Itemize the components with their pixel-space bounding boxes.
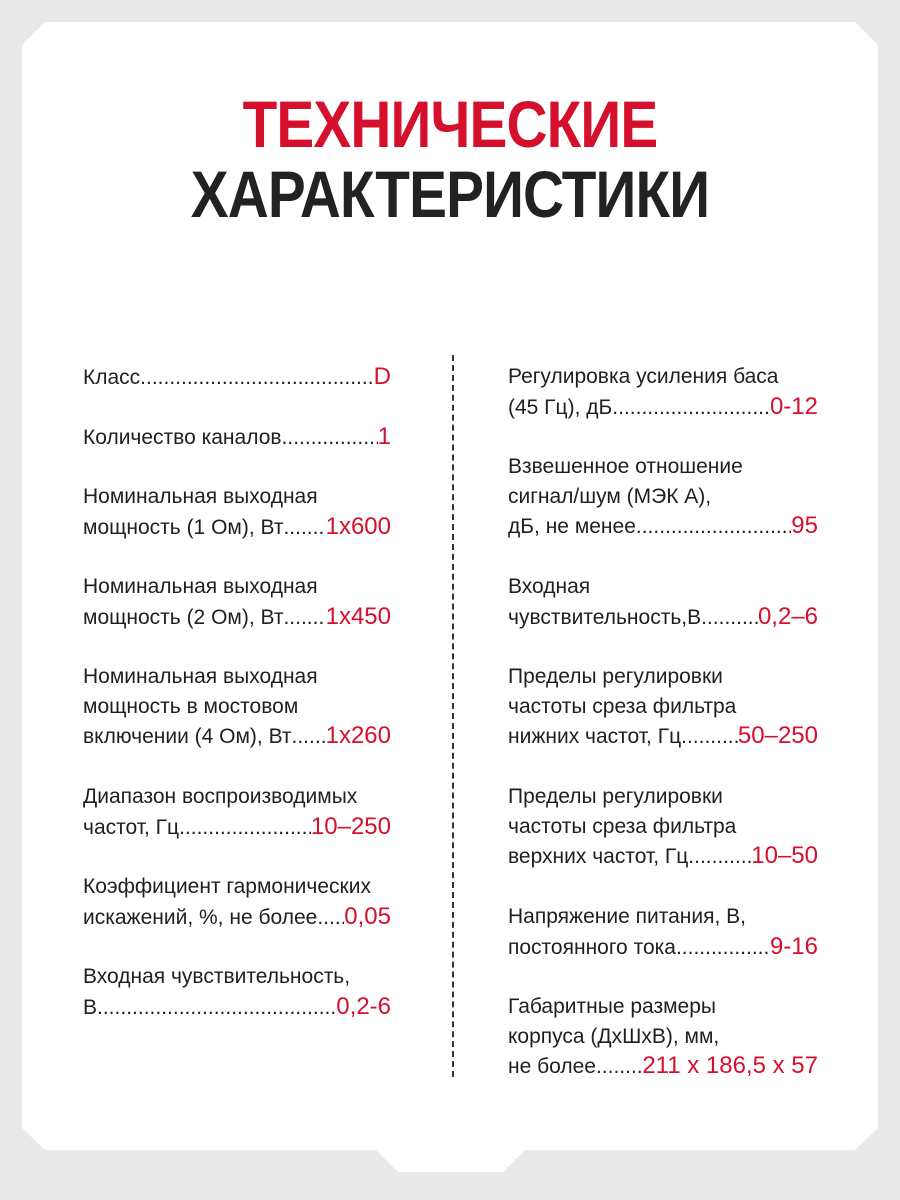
spec-label-line: Пределы регулировки [508, 785, 723, 808]
dot-leader [701, 603, 758, 633]
spec-value: 1 [377, 423, 391, 450]
spec-value: 0,2-6 [336, 992, 391, 1020]
spec-label-row [83, 422, 391, 453]
spec-item [83, 662, 391, 752]
spec-item [83, 962, 391, 1022]
spec-label-row [83, 721, 391, 752]
spec-label-row [508, 511, 818, 542]
spec-label-row [508, 1051, 818, 1082]
spec-label: (45 Гц), дБ [508, 395, 613, 419]
spec-label-line: сигнал/шум (МЭК А), [508, 484, 712, 508]
spec-value: 9-16 [769, 932, 818, 960]
dot-leader [688, 842, 751, 872]
spec-label-line: Номинальная выходная [83, 575, 318, 598]
spec-label-row [83, 512, 391, 543]
spec-label-line: Регулировка усиления баса [508, 365, 779, 388]
dot-leader [596, 1052, 642, 1082]
spec-label: Количество каналов [83, 426, 282, 449]
spec-item [83, 362, 391, 393]
column-divider [452, 355, 454, 1077]
spec-label-line: Входная чувствительность, [83, 965, 351, 988]
spec-label-line: Диапазон воспроизводимых [83, 785, 358, 808]
title-line-1: ТЕХНИЧЕСКИЕ [242, 87, 658, 161]
spec-value: D [373, 363, 391, 390]
spec-label: частот, Гц [83, 815, 180, 839]
spec-label: чувствительность,В [508, 605, 702, 629]
spec-label-line: Габаритные размеры [508, 995, 716, 1018]
spec-item [83, 482, 391, 542]
dot-leader [681, 722, 738, 752]
dot-leader [283, 603, 325, 633]
spec-item [508, 452, 818, 542]
title-line-2: ХАРАКТЕРИСТИКИ [190, 157, 710, 231]
spec-item [508, 362, 818, 422]
spec-value: 0-12 [769, 392, 818, 420]
dot-leader [140, 363, 373, 393]
spec-item [508, 572, 818, 632]
spec-value: 1x450 [325, 602, 391, 630]
spec-value: 1x260 [325, 722, 391, 749]
spec-item [83, 782, 391, 842]
spec-label-line: Входная [508, 575, 591, 598]
spec-label-line: Номинальная выходная [83, 665, 318, 688]
spec-label-row [83, 992, 391, 1023]
spec-label-line: Номинальная выходная [83, 485, 318, 508]
spec-label: нижних частот, Гц [508, 725, 682, 748]
spec-label-row [508, 932, 818, 963]
spec-label-line: мощность в мостовом [83, 694, 299, 718]
dot-leader [179, 813, 311, 843]
spec-label-row [83, 362, 391, 393]
spec-label: мощность (1 Ом), Вт [83, 515, 284, 539]
spec-label-line: Коэффициент гармонических [83, 875, 371, 898]
spec-label-line: корпуса (ДхШхВ), мм, [508, 1024, 720, 1048]
spec-label-line: частоты среза фильтра [508, 694, 737, 718]
dot-leader [97, 993, 336, 1023]
spec-label: Класс [83, 366, 141, 389]
dot-leader [317, 903, 344, 933]
spec-item [83, 872, 391, 932]
spec-value: 0,05 [344, 902, 391, 930]
spec-label-row [508, 602, 818, 633]
spec-label: верхних частот, Гц [508, 845, 689, 868]
spec-label-row [508, 721, 818, 752]
spec-label-line: Взвешенное отношение [508, 455, 743, 478]
dot-leader [636, 512, 791, 542]
spec-label-row [508, 392, 818, 423]
spec-item [83, 422, 391, 453]
spec-value: 1x600 [325, 512, 391, 540]
spec-label: не более [508, 1055, 596, 1078]
spec-label-row [83, 812, 391, 843]
spec-value: 10–50 [751, 842, 818, 869]
spec-label-line: частоты среза фильтра [508, 814, 737, 838]
spec-item [508, 992, 818, 1082]
spec-label-row [83, 902, 391, 933]
dot-leader [282, 423, 378, 453]
dot-leader [676, 933, 770, 963]
dot-leader [283, 513, 325, 543]
spec-item [508, 662, 818, 752]
dot-leader [292, 722, 326, 752]
spec-label: В [83, 995, 98, 1019]
spec-value: 50–250 [737, 722, 818, 749]
spec-item [508, 782, 818, 872]
spec-label: искажений, %, не более [83, 905, 318, 929]
spec-label-row [508, 841, 818, 872]
spec-label-line: Напряжение питания, В, [508, 905, 746, 928]
spec-label: включении (4 Ом), Вт [83, 725, 292, 748]
spec-value: 10–250 [310, 812, 391, 840]
spec-value: 211 x 186,5 x 57 [642, 1052, 818, 1079]
spec-label: мощность (2 Ом), Вт [83, 605, 284, 629]
spec-item [83, 572, 391, 632]
spec-value: 95 [791, 512, 818, 539]
spec-label: дБ, не менее [508, 515, 636, 538]
spec-label-line: Пределы регулировки [508, 665, 723, 688]
spec-item [508, 902, 818, 962]
spec-label-row [83, 602, 391, 633]
dot-leader [612, 393, 770, 423]
spec-value: 0,2–6 [757, 602, 818, 630]
spec-label: постоянного тока [508, 935, 676, 959]
